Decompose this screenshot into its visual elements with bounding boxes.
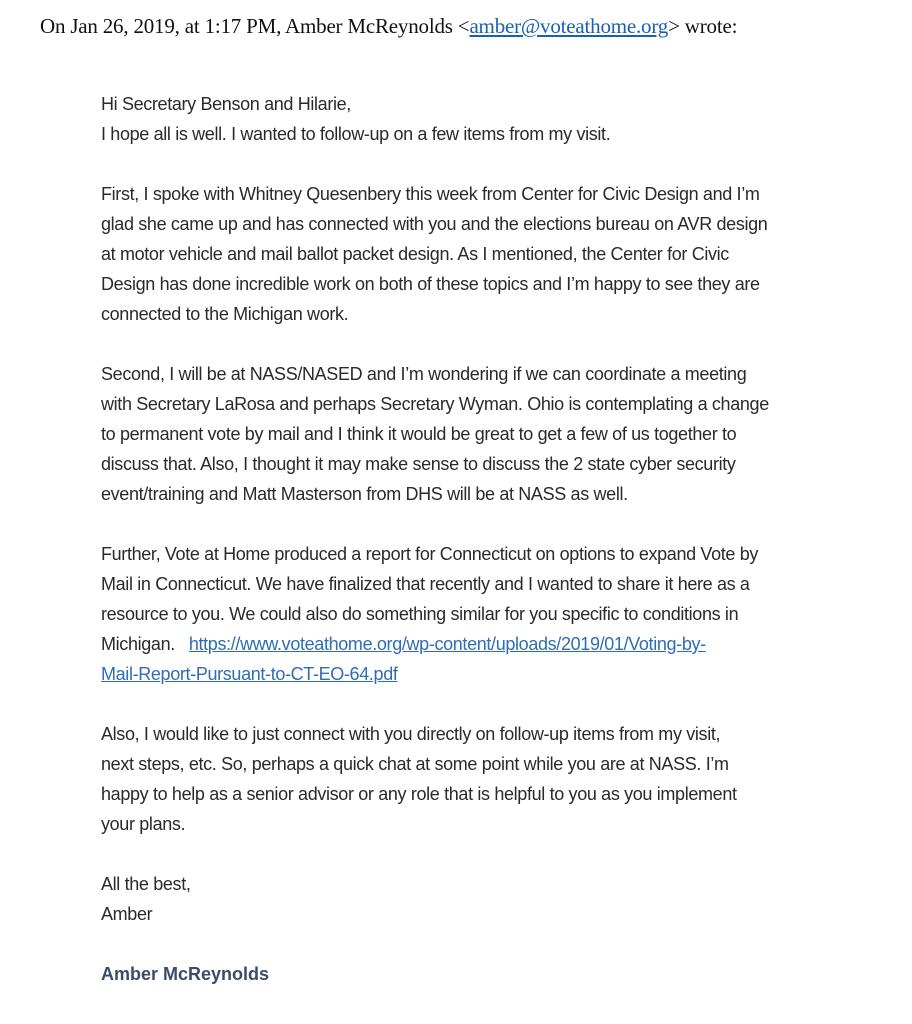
greeting-intro: I hope all is well. I wanted to follow-up on a few items from my visit. <box>101 124 611 144</box>
closing <box>101 869 901 929</box>
report-link-continued[interactable]: Mail-Report-Pursuant-to-CT-EO-64.pdf <box>101 664 398 684</box>
text-line: Michigan. <box>101 634 189 654</box>
text-line: Second, I will be at NASS/NASED and I’m wondering if we can coordinate a meeting <box>101 364 747 384</box>
signature-name: Amber McReynolds <box>101 964 270 984</box>
text-line: with Secretary LaRosa and perhaps Secretary Wyman. Ohio is contemplating a change <box>101 394 769 414</box>
text-line: event/training and Matt Masterson from DHS will be at NASS as well. <box>101 484 628 504</box>
text-line-link-continued <box>101 659 901 689</box>
text-line: to permanent vote by mail and I think it would be great to get a few of us together to <box>101 424 737 444</box>
header-prefix: On Jan 26, 2019, at 1:17 PM, Amber McReynolds < <box>40 14 470 38</box>
closing-name: Amber <box>101 904 153 924</box>
greeting-salutation: Hi Secretary Benson and Hilarie, <box>101 94 351 114</box>
text-line: your plans. <box>101 814 186 834</box>
paragraph-further <box>101 539 901 689</box>
paragraph-second <box>101 359 901 509</box>
text-line: resource to you. We could also do something similar for you specific to conditions in <box>101 604 739 624</box>
text-line-with-link <box>101 629 901 659</box>
sender-email-link[interactable]: amber@voteathome.org <box>469 14 669 38</box>
text-line: First, I spoke with Whitney Quesenbery this week from Center for Civic Design and I’m <box>101 184 760 204</box>
report-link[interactable]: https://www.voteathome.org/wp-content/uploads/2019/01/Voting-by- <box>188 634 706 654</box>
header-suffix: > wrote: <box>668 14 738 38</box>
text-line: connected to the Michigan work. <box>101 304 349 324</box>
text-line: Also, I would like to just connect with you directly on follow-up items from my visit, <box>101 724 721 744</box>
text-line: at motor vehicle and mail ballot packet design. As I mentioned, the Center for Civic <box>101 244 729 264</box>
text-line: glad she came up and has connected with you and the elections bureau on AVR design <box>101 214 768 234</box>
email-quote-header <box>40 14 737 39</box>
text-line: discuss that. Also, I thought it may make sense to discuss the 2 state cyber security <box>101 454 736 474</box>
email-body <box>101 89 901 989</box>
text-line: Design has done incredible work on both of these topics and I’m happy to see they are <box>101 274 760 294</box>
text-line: happy to help as a senior advisor or any role that is helpful to you as you implement <box>101 784 737 804</box>
paragraph-first <box>101 179 901 329</box>
text-line: Mail in Connecticut. We have finalized that recently and I wanted to share it here as a <box>101 574 750 594</box>
closing-phrase: All the best, <box>101 874 191 894</box>
greeting <box>101 89 901 149</box>
text-line: next steps, etc. So, perhaps a quick chat at some point while you are at NASS. I’m <box>101 754 729 774</box>
text-line: Further, Vote at Home produced a report for Connecticut on options to expand Vote by <box>101 544 759 564</box>
paragraph-also <box>101 719 901 839</box>
